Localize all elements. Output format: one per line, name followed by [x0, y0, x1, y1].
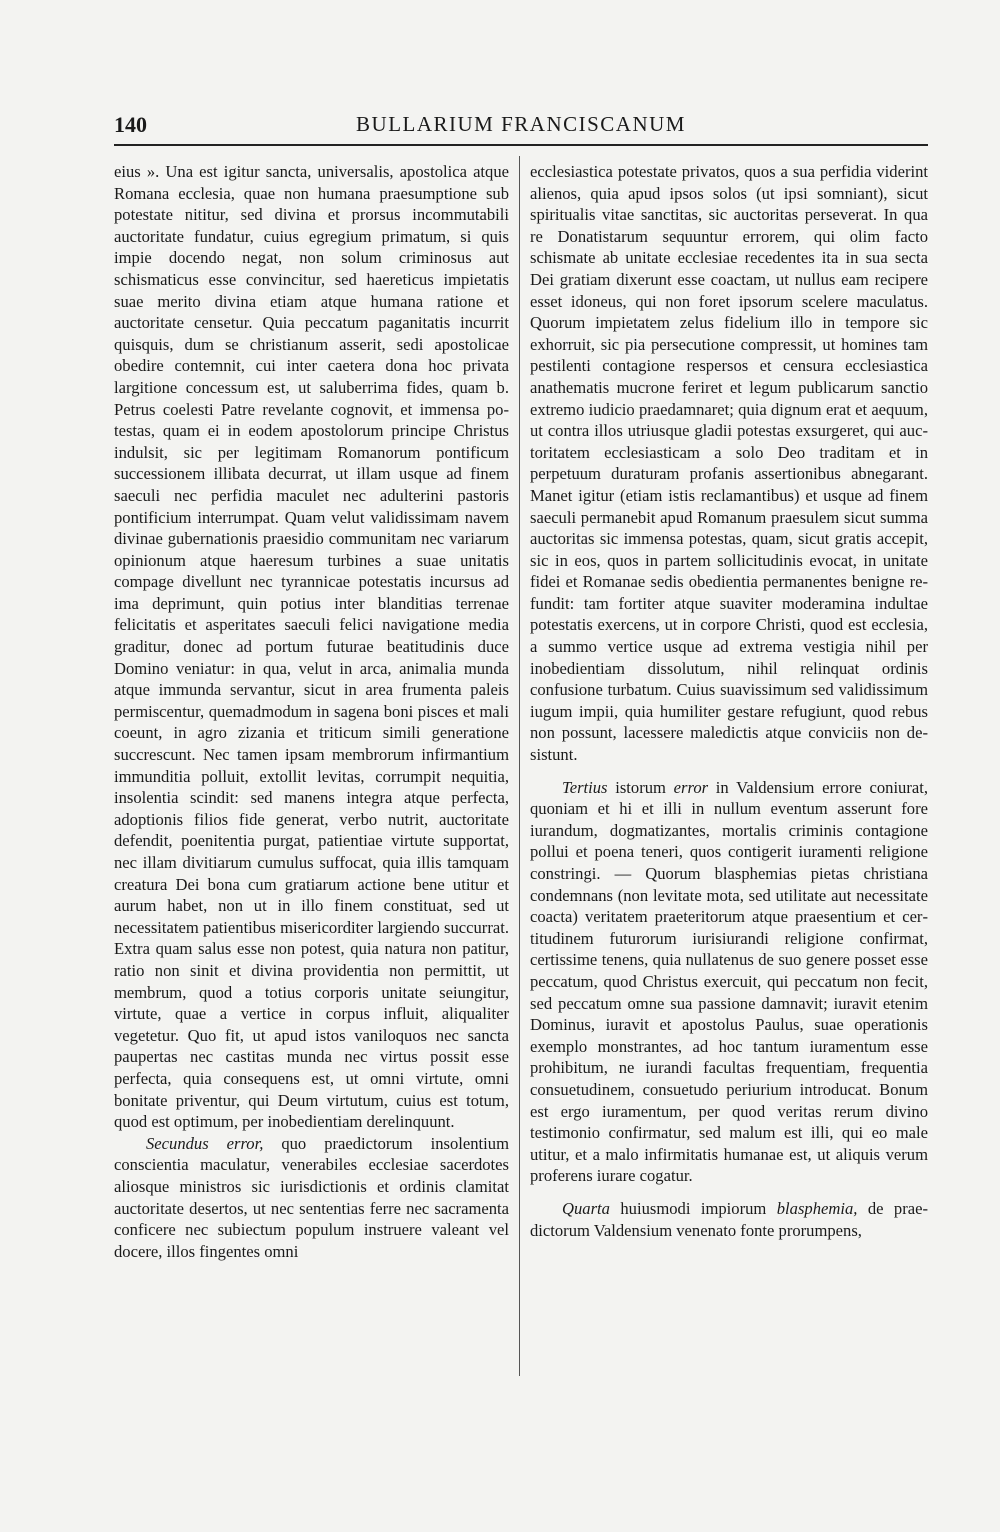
- page-number: 140: [114, 112, 147, 137]
- paragraph: eius ». Una est igitur sancta, universalis, apostolica atque Romana ecclesia, quae non humana praesumptione sub potestate nititur, sed divina et prorsus incommutabili auctoritate fundatur, cuius egregium primatum, si quis impie docendo negat, non solum criminosus aut schismaticus esse convincitur, sed haereticus impietatis suae merito divina etiam atque humana ratione et auctoritate censetur. Quia peccatum paganitatis incurrit quisquis, dum se christianum asserit, sedi apostolicae obedire contemnit, cui inter caetera dona hoc privata largitione concessum est, ut saluberrima fides, quam b. Petrus coelesti Patre revelante cognovit, et immensa potestas, quam ei in eodem apostolorum principe Christus indulsit, sic per legitimam Romanorum pontificum successionem illibata decurrat, ut illam usque ad finem saeculi nec perfidia maculet nec adulterini pastoris pontificium interrumpat. Quam velut validissimam navem divinae gubernationis praesidio communitam nec variarum opinionum atque haeresum turbines a suae unitatis compage divellunt nec tyrannicae potestatis incursus ad ima deprimunt, quin potius inter blanditias terrenae felicitatis et asperitates saeculi felici navigatione media graditur, donec ad portum futurae beatitudinis duce Domino veniatur: in qua, velut in arca, animalia munda atque immunda servantur, sicut in area frumenta paleis permiscentur, quemadmodum in sagena boni pisces et mali coeunt, in agro zizania et triticum simili generatione succrescunt. Nec tamen ipsam membrorum infirmantium immunditia polluit, extollit levitas, corrumpit nequitia, insolentia scindit: sed manens integra atque perfecta, adoptionis filios fide generat, verbo nutrit, auctoritate defendit, poenitentia purgat, patientiae virtute supportat, nec illam divitiarum cumulus suffocat, quia illis tamquam creatura Dei bona cum gratiarum actione bene utitur et aurum habet, non ut in illo finem constituat, sed ut necessitatem patientibus misericorditer largiendo succurrat. Extra quam salus esse non potest, quia natura non patitur, ratio non sinit et divina providentia non permittit, ut membrum, quod a totius corporis unitate seiungitur, virtute, quae a vertice in corpus influit, aliqualiter vegetetur. Quo fit, ut apud istos vaniloquos nec sancta paupertas nec castitas munda nec virtus possit esse perfecta, quia consequens est, ut omni virtute, omni bonitate priventur, qui Deum virtutum, cuius est totum, quod est optimum, per inobedientiam derelinquunt.: [114, 162, 509, 1132]
- paragraph: [114, 1133, 509, 1263]
- paragraph: [530, 777, 928, 1187]
- column-divider: [519, 156, 520, 1376]
- right-column: [530, 161, 928, 1241]
- left-column: [114, 161, 509, 1262]
- paragraph: [530, 1198, 928, 1241]
- paragraph-text: de praedictorum Valdensium venenato fonte prorumpens,: [530, 1198, 929, 1240]
- page-header: [114, 112, 928, 146]
- paragraph-text: in Valdensium errore coniurat, quoniam et hi et illi in nullum eventum asserunt fore iurandum, dogmatizantes, mortalis criminis contagione pollui et poena teneri, quos contigerit iuramenti religione constringi. — Quorum blasphemias pietas christiana condemnans (non levitate mota, sed utilitate aut necessitate coacta) veritatem praeteritorum atque praesentium et certitudinem futurorum iurisiurandi religione confirmat, certissime tenens, quia nullatenus de suo genere posset esse peccatum, quod Christus exercuit, qui peccatum non fecit, sed peccatum omne sua passione damnavit; iuravit etenim Dominus, iuravit et apostolus Paulus, suae operationis exemplo monstrantes, ad hoc tantum iuramentum esse prohibitum, ne iurandi facultas frequentiam, frequentia consuetudinem, consuetudo periurium introducat. Bonum est ergo iuramentum, per quod veritas rerum divino testimonio confirmatur, sed malum est illi, qui eo male utitur, et a malo infirmitatis humanae est, ut aliquis verum proferens iurare cogatur.: [530, 777, 928, 1186]
- italic-term: error: [673, 777, 709, 797]
- paragraph: ecclesiastica potestate privatos, quos a sua perfidia viderint alienos, quia apud ipsos solos (ut ipsi somniant), sicut spiritualis vitae sanctitas, sic auctoritas perseverat. In qua re Donatistarum sequuntur errorem, qui olim facto schismate ab unitate ecclesiae recedentes ita in sua secta Dei gratiam dixerunt esse coactam, ut nullus eam recipere esset idoneus, qui non foret ipsorum scelere maculatus. Quorum impietatem zelus fidelium illo in tempore sic exhorruit, sic pia persecutione compressit, ut homines tam pestilenti contagione respersos et censura ecclesiastica anathematis mucrone feriret et legum publicarum sanctio extremo iudicio praedamnaret; quia dignum erat et aequum, ut contra illos utriusque gladii potestas exsurgeret, qui auctoritatem ecclesiasticam a solo Deo traditam et in perpetuum duraturam profanis assertionibus abnegarant. Manet igitur (etiam istis reclamantibus) et usque ad finem saeculi permanebit apud Romanum praesulem sicut summa auctoritas sic immensa potestas, quam, sicut gratis accepit, sic in eos, quos in partem sollicitudinis evocat, in unitate fidei et Romanae sedis obedientia permanentes benigne refundit: tam fortiter atque suaviter moderamina indultae potestatis exercens, ut in corpore Christi, quod est ecclesia, a summo vertice usque ad extrema vestigia nihil per inobedientiam dissolutum, nihil relinquat ordinis confusione turbatum. Cuius suavissimum sed validissimum iugum impii, quia humiliter gestare refugiunt, quod rebus non possunt, lacessere maledictis atque conviciis non desistunt.: [530, 162, 928, 765]
- running-title: BULLARIUM FRANCISCANUM: [356, 112, 686, 136]
- paragraph-text: istorum: [607, 777, 674, 797]
- header-rule: [114, 144, 928, 146]
- italic-term: Tertius: [562, 777, 608, 797]
- paragraph-text: quo praedictorum insolentium conscientia maculatur, venerabiles ecclesiae sacerdotes aliosque ministros sic iurisdictionis et ordinis clamitat auctoritate desertos, ut nec sententias ferre nec sacramenta conficere nec subiectum populum instruere valeant vel docere, illos fingentes omni: [114, 1133, 509, 1261]
- italic-term: blasphemia,: [776, 1198, 858, 1218]
- paragraph-text: huiusmodi impiorum: [609, 1198, 777, 1218]
- italic-term: Quarta: [562, 1198, 610, 1218]
- italic-term: Secundus error,: [146, 1133, 264, 1153]
